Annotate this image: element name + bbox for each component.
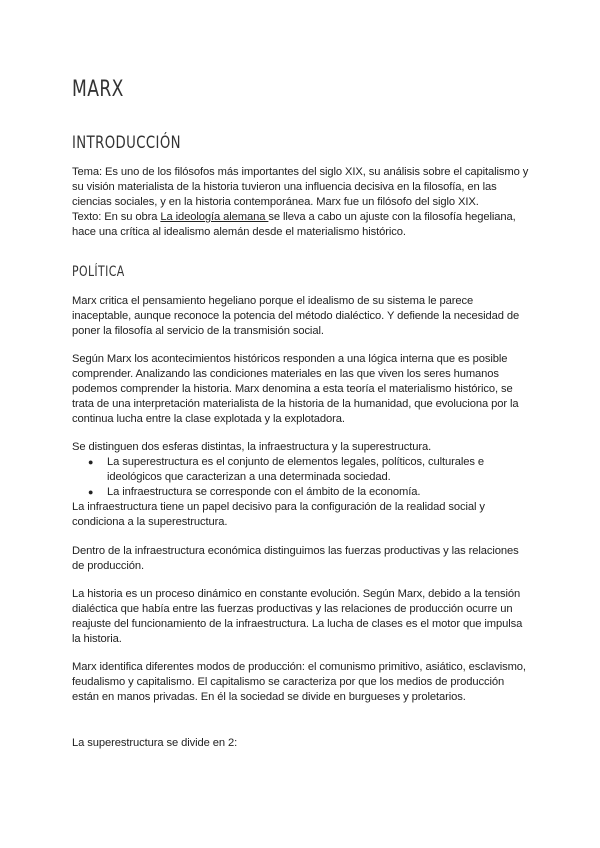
politica-section	[72, 294, 532, 339]
politica-paragraph-3: Se distinguen dos esferas distintas, la infraestructura y la superestructura.	[72, 441, 432, 453]
intro-tema-paragraph: Tema: Es uno de los filósofos más importantes del siglo XIX, su análisis sobre el capitalismo y su visión materialista de la historia tuvieron una influencia decisiva en la filosofía, en las ciencias sociales, y en la historia contemporánea. Marx fue un filósofo del siglo XIX.	[72, 166, 529, 209]
politica-paragraph-2: Según Marx los acontecimientos históricos responden a una lógica interna que es posible comprender. Analizando las condiciones materiales en las que viven los seres humanos podemos comprender la historia. Marx denomina a esta teoría el materialismo histórico, se trata de una interpretación materialista de la historia de la humanidad, que evoluciona por la continua lucha entre la clase explotada y la explotadora.	[72, 353, 519, 426]
politica-block-6	[72, 587, 532, 647]
politica-paragraph-1: Marx critica el pensamiento hegeliano porque el idealismo de su sistema le parece inaceptable, aunque reconoce la potencia del método dialéctico. Y defiende la necesidad de poner la filosofía al servicio de la transmisión social.	[72, 295, 520, 338]
intro-texto-suffix: se lleva a cabo un ajuste con la filosofía hegeliana, hace una crítica al idealismo alemán desde el materialismo histórico.	[72, 211, 516, 239]
esferas-list	[72, 455, 532, 500]
politica-block-2	[72, 352, 532, 427]
politica-paragraph-6: La historia es un proceso dinámico en constante evolución. Según Marx, debido a la tensión dialéctica que había entre las fuerzas productivas y las relaciones de producción ocurre un reajuste del funcionamiento de la infraestructura. La lucha de clases es el motor que impulsa la historia.	[72, 588, 523, 646]
politica-paragraph-7: Marx identifica diferentes modos de producción: el comunismo primitivo, asiático, esclavismo, feudalismo y capitalismo. El capitalismo se caracteriza por que los medios de producción están en manos privadas. En él la sociedad se divide en burgueses y proletarios.	[72, 661, 526, 704]
politica-block-3	[72, 440, 532, 531]
intro-texto-paragraph	[72, 210, 532, 240]
politica-paragraph-5: Dentro de la infraestructura económica distinguimos las fuerzas productivas y las relaciones de producción.	[72, 545, 519, 573]
politica-block-7	[72, 660, 532, 705]
intro-section	[72, 165, 532, 240]
politica-block-5	[72, 544, 532, 574]
book-title-link[interactable]: La ideología alemana	[160, 211, 269, 224]
intro-texto-prefix: Texto: En su obra	[72, 211, 161, 224]
section-heading-introduccion: INTRODUCCIÓN	[72, 133, 181, 153]
list-item: ● La superestructura es el conjunto de elementos legales, políticos, culturales e ideológicos que caracterizan a una determinada sociedad.	[72, 455, 532, 485]
document-title: MARX	[72, 77, 124, 102]
section-heading-politica: POLÍTICA	[72, 264, 125, 280]
list-item: ● La infraestructura se corresponde con el ámbito de la economía.	[72, 485, 532, 500]
politica-paragraph-8: La superestructura se divide en 2:	[72, 737, 238, 749]
politica-block-8	[72, 736, 532, 751]
politica-paragraph-4: La infraestructura tiene un papel decisivo para la configuración de la realidad social y condiciona a la superestructura.	[72, 501, 485, 529]
